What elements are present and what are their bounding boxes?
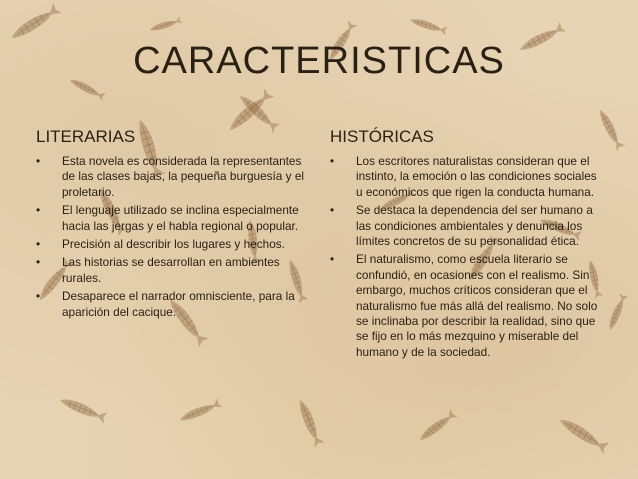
list-item xyxy=(330,252,606,360)
literarias-heading: LITERARIAS xyxy=(36,127,136,146)
list-item-text: El naturalismo, como escuela literario se confundió, en ocasiones con el realismo. Sin embargo, muchos críticos consideran que el naturalismo fue más allá del realismo. No solo se inclinaba por describir la realidad, sino que se fijo en lo más mezquino y miserable del humano y de la sociedad. xyxy=(356,252,598,359)
bullet-icon: • xyxy=(330,252,335,267)
slide-title: CARACTERISTICAS xyxy=(133,40,505,82)
list-item-text: Los escritores naturalistas consideran que el instinto, la emoción o las condiciones sociales u económicos que rigen la conducta humana. xyxy=(356,154,597,199)
list-item-text: El lenguaje utilizado se inclina especialmente hacia las jergas y el habla regional o popular. xyxy=(62,203,299,233)
list-item xyxy=(36,289,308,320)
bullet-icon: • xyxy=(36,255,41,270)
list-item xyxy=(36,255,308,286)
list-item-text: Las historias se desarrollan en ambientes rurales. xyxy=(62,255,280,285)
list-item xyxy=(36,237,308,252)
list-item xyxy=(330,203,606,249)
list-item-text: Esta novela es considerada la representantes de las clases bajas, la pequeña burguesía y el proletario. xyxy=(62,154,304,199)
bullet-icon: • xyxy=(330,203,335,218)
historicas-heading: HISTÓRICAS xyxy=(330,127,434,146)
list-item xyxy=(36,203,308,234)
historicas-list xyxy=(330,154,606,363)
list-item xyxy=(330,154,606,200)
bullet-icon: • xyxy=(36,203,41,218)
list-item-text: Precisión al describir los lugares y hechos. xyxy=(62,237,285,252)
literarias-list xyxy=(36,154,308,323)
list-item-text: Desaparece el narrador omnisciente, para la aparición del cacique. xyxy=(62,289,295,319)
list-item-text: Se destaca la dependencia del ser humano a las condiciones ambientales y denuncia los límites concretos de su personalidad ética. xyxy=(356,203,593,249)
bullet-icon: • xyxy=(36,237,41,252)
bullet-icon: • xyxy=(330,154,335,168)
bullet-icon: • xyxy=(36,154,41,168)
bullet-icon: • xyxy=(36,289,41,304)
list-item xyxy=(36,154,308,200)
